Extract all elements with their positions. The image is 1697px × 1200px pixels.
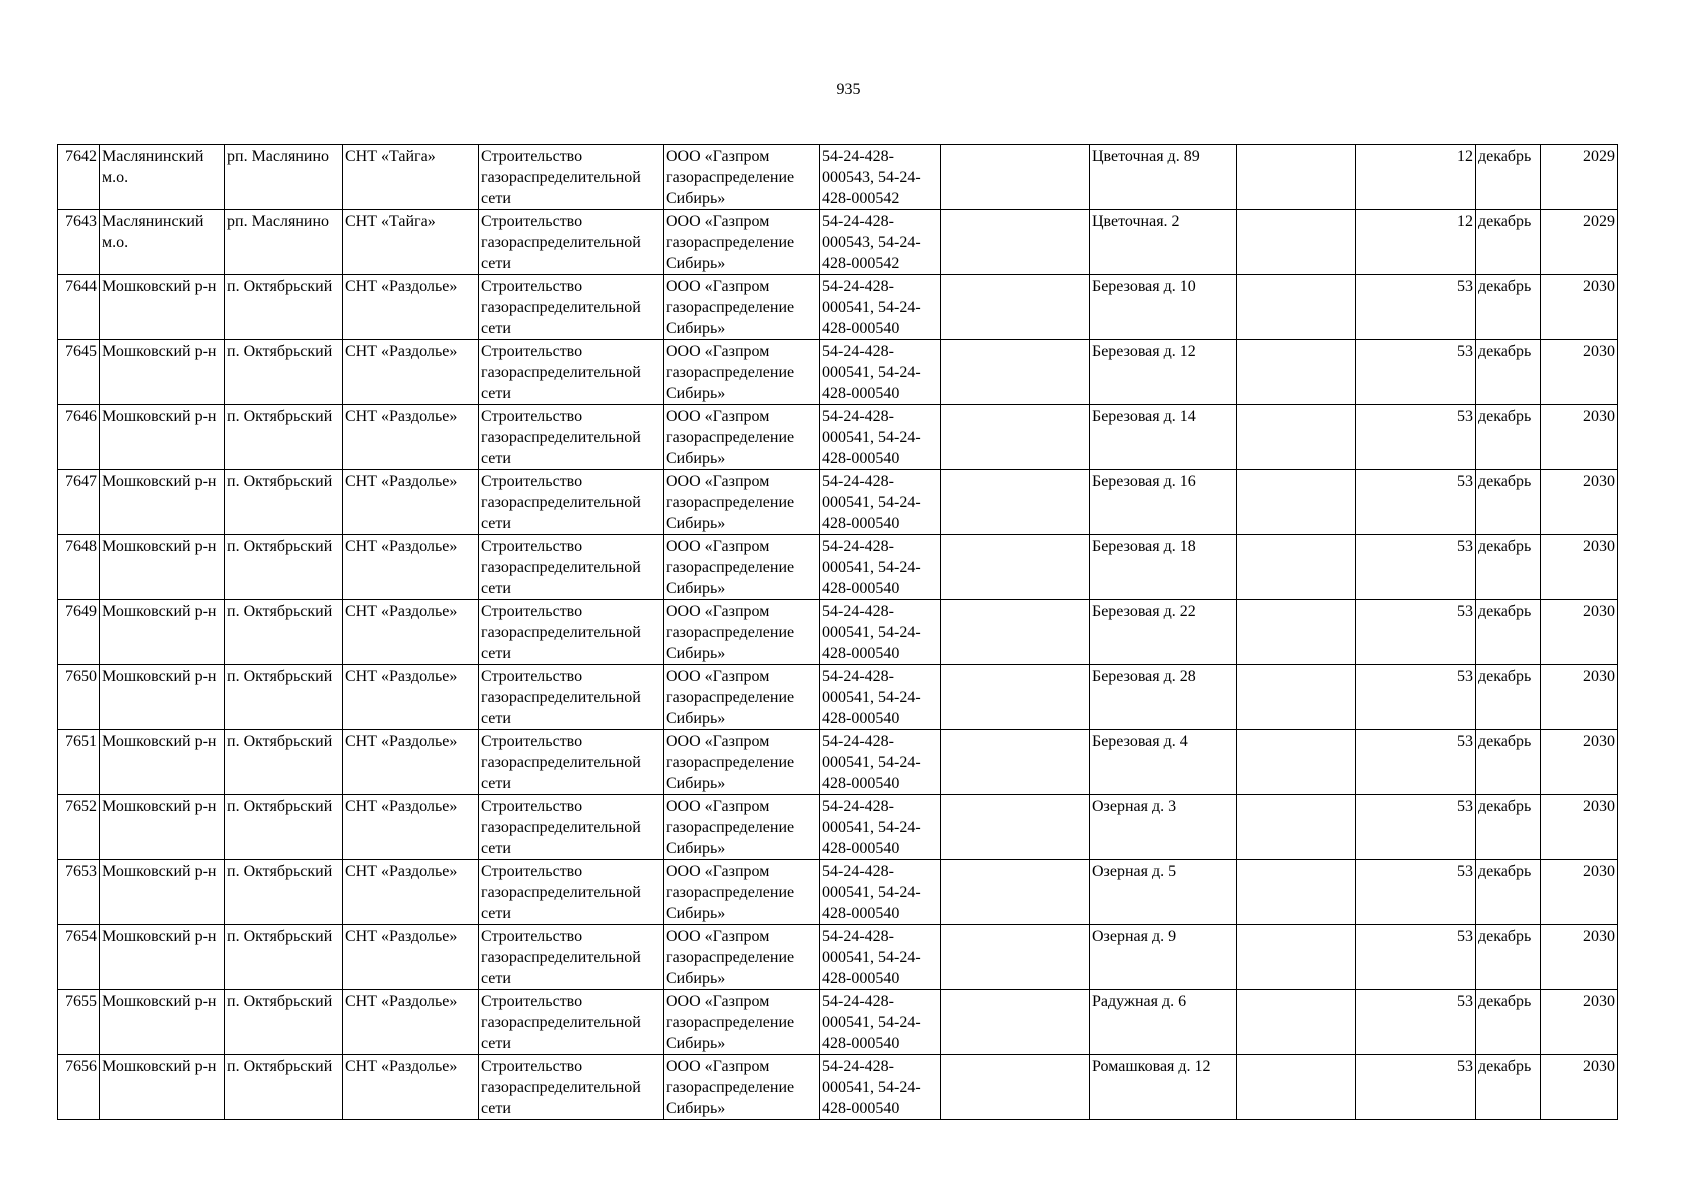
settlement-cell: п. Октябрьский bbox=[225, 730, 343, 795]
row-number: 7646 bbox=[58, 405, 100, 470]
organization-cell: ООО «Газпром газораспределение Сибирь» bbox=[664, 600, 820, 665]
work-cell: Строительство газораспределительной сети bbox=[479, 1055, 664, 1120]
empty-cell bbox=[1237, 145, 1356, 210]
cadastral-cell: 54-24-428-000543, 54-24-428-000542 bbox=[820, 210, 941, 275]
district-cell: Мошковский р-н bbox=[100, 925, 225, 990]
row-number: 7649 bbox=[58, 600, 100, 665]
table-row bbox=[58, 665, 1618, 730]
settlement-cell: п. Октябрьский bbox=[225, 990, 343, 1055]
settlement-cell: п. Октябрьский bbox=[225, 600, 343, 665]
table-row bbox=[58, 340, 1618, 405]
empty-cell bbox=[1237, 925, 1356, 990]
object-cell: СНТ «Тайга» bbox=[343, 210, 479, 275]
row-number: 7650 bbox=[58, 665, 100, 730]
quantity-cell: 53 bbox=[1356, 795, 1476, 860]
cadastral-cell: 54-24-428-000541, 54-24-428-000540 bbox=[820, 730, 941, 795]
row-number: 7645 bbox=[58, 340, 100, 405]
month-cell: декабрь bbox=[1476, 925, 1541, 990]
table-row bbox=[58, 275, 1618, 340]
empty-cell bbox=[941, 340, 1090, 405]
address-cell: Озерная д. 5 bbox=[1090, 860, 1237, 925]
address-cell: Березовая д. 16 bbox=[1090, 470, 1237, 535]
settlement-cell: п. Октябрьский bbox=[225, 535, 343, 600]
cadastral-cell: 54-24-428-000541, 54-24-428-000540 bbox=[820, 665, 941, 730]
empty-cell bbox=[1237, 210, 1356, 275]
organization-cell: ООО «Газпром газораспределение Сибирь» bbox=[664, 340, 820, 405]
district-cell: Мошковский р-н bbox=[100, 535, 225, 600]
empty-cell bbox=[1237, 470, 1356, 535]
quantity-cell: 53 bbox=[1356, 405, 1476, 470]
quantity-cell: 53 bbox=[1356, 340, 1476, 405]
cadastral-cell: 54-24-428-000541, 54-24-428-000540 bbox=[820, 860, 941, 925]
empty-cell bbox=[1237, 730, 1356, 795]
address-cell: Цветочная д. 89 bbox=[1090, 145, 1237, 210]
organization-cell: ООО «Газпром газораспределение Сибирь» bbox=[664, 405, 820, 470]
address-cell: Радужная д. 6 bbox=[1090, 990, 1237, 1055]
quantity-cell: 53 bbox=[1356, 665, 1476, 730]
empty-cell bbox=[1237, 535, 1356, 600]
district-cell: Маслянинский м.о. bbox=[100, 210, 225, 275]
organization-cell: ООО «Газпром газораспределение Сибирь» bbox=[664, 145, 820, 210]
empty-cell bbox=[941, 1055, 1090, 1120]
cadastral-cell: 54-24-428-000541, 54-24-428-000540 bbox=[820, 340, 941, 405]
table-row bbox=[58, 600, 1618, 665]
district-cell: Мошковский р-н bbox=[100, 665, 225, 730]
object-cell: СНТ «Раздолье» bbox=[343, 795, 479, 860]
work-cell: Строительство газораспределительной сети bbox=[479, 600, 664, 665]
year-cell: 2030 bbox=[1541, 665, 1618, 730]
empty-cell bbox=[1237, 275, 1356, 340]
address-cell: Березовая д. 28 bbox=[1090, 665, 1237, 730]
year-cell: 2030 bbox=[1541, 600, 1618, 665]
district-cell: Мошковский р-н bbox=[100, 730, 225, 795]
work-cell: Строительство газораспределительной сети bbox=[479, 860, 664, 925]
address-cell: Цветочная. 2 bbox=[1090, 210, 1237, 275]
row-number: 7647 bbox=[58, 470, 100, 535]
row-number: 7652 bbox=[58, 795, 100, 860]
row-number: 7643 bbox=[58, 210, 100, 275]
month-cell: декабрь bbox=[1476, 145, 1541, 210]
row-number: 7651 bbox=[58, 730, 100, 795]
object-cell: СНТ «Раздолье» bbox=[343, 470, 479, 535]
empty-cell bbox=[941, 535, 1090, 600]
quantity-cell: 53 bbox=[1356, 600, 1476, 665]
district-cell: Мошковский р-н bbox=[100, 600, 225, 665]
organization-cell: ООО «Газпром газораспределение Сибирь» bbox=[664, 665, 820, 730]
cadastral-cell: 54-24-428-000541, 54-24-428-000540 bbox=[820, 1055, 941, 1120]
settlement-cell: п. Октябрьский bbox=[225, 405, 343, 470]
year-cell: 2030 bbox=[1541, 470, 1618, 535]
month-cell: декабрь bbox=[1476, 535, 1541, 600]
district-cell: Мошковский р-н bbox=[100, 340, 225, 405]
table-row bbox=[58, 210, 1618, 275]
cadastral-cell: 54-24-428-000541, 54-24-428-000540 bbox=[820, 990, 941, 1055]
work-cell: Строительство газораспределительной сети bbox=[479, 925, 664, 990]
settlement-cell: рп. Маслянино bbox=[225, 210, 343, 275]
year-cell: 2030 bbox=[1541, 795, 1618, 860]
table-row bbox=[58, 860, 1618, 925]
settlement-cell: п. Октябрьский bbox=[225, 275, 343, 340]
district-cell: Мошковский р-н bbox=[100, 990, 225, 1055]
empty-cell bbox=[941, 145, 1090, 210]
table-row bbox=[58, 535, 1618, 600]
organization-cell: ООО «Газпром газораспределение Сибирь» bbox=[664, 925, 820, 990]
work-cell: Строительство газораспределительной сети bbox=[479, 275, 664, 340]
cadastral-cell: 54-24-428-000541, 54-24-428-000540 bbox=[820, 275, 941, 340]
work-cell: Строительство газораспределительной сети bbox=[479, 405, 664, 470]
month-cell: декабрь bbox=[1476, 275, 1541, 340]
month-cell: декабрь bbox=[1476, 730, 1541, 795]
object-cell: СНТ «Раздолье» bbox=[343, 600, 479, 665]
work-cell: Строительство газораспределительной сети bbox=[479, 535, 664, 600]
settlement-cell: п. Октябрьский bbox=[225, 340, 343, 405]
organization-cell: ООО «Газпром газораспределение Сибирь» bbox=[664, 275, 820, 340]
month-cell: декабрь bbox=[1476, 470, 1541, 535]
year-cell: 2030 bbox=[1541, 860, 1618, 925]
address-cell: Березовая д. 14 bbox=[1090, 405, 1237, 470]
register-table bbox=[57, 144, 1618, 1120]
address-cell: Березовая д. 10 bbox=[1090, 275, 1237, 340]
quantity-cell: 53 bbox=[1356, 535, 1476, 600]
object-cell: СНТ «Раздолье» bbox=[343, 405, 479, 470]
empty-cell bbox=[941, 730, 1090, 795]
empty-cell bbox=[941, 925, 1090, 990]
district-cell: Маслянинский м.о. bbox=[100, 145, 225, 210]
register-rows bbox=[58, 145, 1618, 1120]
row-number: 7642 bbox=[58, 145, 100, 210]
settlement-cell: п. Октябрьский bbox=[225, 925, 343, 990]
quantity-cell: 12 bbox=[1356, 145, 1476, 210]
year-cell: 2030 bbox=[1541, 1055, 1618, 1120]
empty-cell bbox=[1237, 990, 1356, 1055]
quantity-cell: 53 bbox=[1356, 1055, 1476, 1120]
empty-cell bbox=[941, 405, 1090, 470]
cadastral-cell: 54-24-428-000541, 54-24-428-000540 bbox=[820, 535, 941, 600]
year-cell: 2030 bbox=[1541, 340, 1618, 405]
object-cell: СНТ «Раздолье» bbox=[343, 730, 479, 795]
object-cell: СНТ «Раздолье» bbox=[343, 860, 479, 925]
organization-cell: ООО «Газпром газораспределение Сибирь» bbox=[664, 990, 820, 1055]
settlement-cell: п. Октябрьский bbox=[225, 795, 343, 860]
cadastral-cell: 54-24-428-000541, 54-24-428-000540 bbox=[820, 795, 941, 860]
month-cell: декабрь bbox=[1476, 340, 1541, 405]
year-cell: 2030 bbox=[1541, 925, 1618, 990]
empty-cell bbox=[941, 275, 1090, 340]
district-cell: Мошковский р-н bbox=[100, 1055, 225, 1120]
page-number: 935 bbox=[836, 81, 861, 98]
organization-cell: ООО «Газпром газораспределение Сибирь» bbox=[664, 1055, 820, 1120]
district-cell: Мошковский р-н bbox=[100, 470, 225, 535]
empty-cell bbox=[1237, 795, 1356, 860]
quantity-cell: 53 bbox=[1356, 925, 1476, 990]
address-cell: Березовая д. 22 bbox=[1090, 600, 1237, 665]
organization-cell: ООО «Газпром газораспределение Сибирь» bbox=[664, 730, 820, 795]
empty-cell bbox=[941, 795, 1090, 860]
row-number: 7654 bbox=[58, 925, 100, 990]
table-row bbox=[58, 795, 1618, 860]
empty-cell bbox=[1237, 860, 1356, 925]
row-number: 7648 bbox=[58, 535, 100, 600]
empty-cell bbox=[1237, 1055, 1356, 1120]
cadastral-cell: 54-24-428-000543, 54-24-428-000542 bbox=[820, 145, 941, 210]
year-cell: 2029 bbox=[1541, 210, 1618, 275]
year-cell: 2030 bbox=[1541, 275, 1618, 340]
work-cell: Строительство газораспределительной сети bbox=[479, 730, 664, 795]
year-cell: 2030 bbox=[1541, 535, 1618, 600]
row-number: 7655 bbox=[58, 990, 100, 1055]
settlement-cell: п. Октябрьский bbox=[225, 665, 343, 730]
settlement-cell: п. Октябрьский bbox=[225, 860, 343, 925]
month-cell: декабрь bbox=[1476, 405, 1541, 470]
empty-cell bbox=[941, 665, 1090, 730]
row-number: 7656 bbox=[58, 1055, 100, 1120]
table-row bbox=[58, 1055, 1618, 1120]
object-cell: СНТ «Раздолье» bbox=[343, 925, 479, 990]
cadastral-cell: 54-24-428-000541, 54-24-428-000540 bbox=[820, 470, 941, 535]
table-row bbox=[58, 405, 1618, 470]
address-cell: Ромашковая д. 12 bbox=[1090, 1055, 1237, 1120]
table-row bbox=[58, 470, 1618, 535]
quantity-cell: 53 bbox=[1356, 990, 1476, 1055]
table-row bbox=[58, 730, 1618, 795]
district-cell: Мошковский р-н bbox=[100, 795, 225, 860]
organization-cell: ООО «Газпром газораспределение Сибирь» bbox=[664, 860, 820, 925]
month-cell: декабрь bbox=[1476, 665, 1541, 730]
object-cell: СНТ «Раздолье» bbox=[343, 275, 479, 340]
empty-cell bbox=[1237, 600, 1356, 665]
table-row bbox=[58, 145, 1618, 210]
year-cell: 2029 bbox=[1541, 145, 1618, 210]
empty-cell bbox=[941, 990, 1090, 1055]
row-number: 7644 bbox=[58, 275, 100, 340]
work-cell: Строительство газораспределительной сети bbox=[479, 470, 664, 535]
year-cell: 2030 bbox=[1541, 990, 1618, 1055]
object-cell: СНТ «Раздолье» bbox=[343, 340, 479, 405]
table-row bbox=[58, 925, 1618, 990]
month-cell: декабрь bbox=[1476, 990, 1541, 1055]
organization-cell: ООО «Газпром газораспределение Сибирь» bbox=[664, 210, 820, 275]
cadastral-cell: 54-24-428-000541, 54-24-428-000540 bbox=[820, 925, 941, 990]
month-cell: декабрь bbox=[1476, 795, 1541, 860]
table-row bbox=[58, 990, 1618, 1055]
month-cell: декабрь bbox=[1476, 860, 1541, 925]
work-cell: Строительство газораспределительной сети bbox=[479, 665, 664, 730]
year-cell: 2030 bbox=[1541, 405, 1618, 470]
address-cell: Березовая д. 12 bbox=[1090, 340, 1237, 405]
work-cell: Строительство газораспределительной сети bbox=[479, 210, 664, 275]
address-cell: Березовая д. 18 bbox=[1090, 535, 1237, 600]
quantity-cell: 53 bbox=[1356, 860, 1476, 925]
object-cell: СНТ «Тайга» bbox=[343, 145, 479, 210]
month-cell: декабрь bbox=[1476, 1055, 1541, 1120]
empty-cell bbox=[1237, 405, 1356, 470]
district-cell: Мошковский р-н bbox=[100, 275, 225, 340]
object-cell: СНТ «Раздолье» bbox=[343, 1055, 479, 1120]
empty-cell bbox=[941, 860, 1090, 925]
organization-cell: ООО «Газпром газораспределение Сибирь» bbox=[664, 535, 820, 600]
settlement-cell: п. Октябрьский bbox=[225, 470, 343, 535]
empty-cell bbox=[941, 470, 1090, 535]
quantity-cell: 12 bbox=[1356, 210, 1476, 275]
work-cell: Строительство газораспределительной сети bbox=[479, 795, 664, 860]
district-cell: Мошковский р-н bbox=[100, 405, 225, 470]
address-cell: Озерная д. 3 bbox=[1090, 795, 1237, 860]
quantity-cell: 53 bbox=[1356, 730, 1476, 795]
settlement-cell: п. Октябрьский bbox=[225, 1055, 343, 1120]
empty-cell bbox=[941, 210, 1090, 275]
month-cell: декабрь bbox=[1476, 210, 1541, 275]
settlement-cell: рп. Маслянино bbox=[225, 145, 343, 210]
work-cell: Строительство газораспределительной сети bbox=[479, 990, 664, 1055]
work-cell: Строительство газораспределительной сети bbox=[479, 145, 664, 210]
district-cell: Мошковский р-н bbox=[100, 860, 225, 925]
cadastral-cell: 54-24-428-000541, 54-24-428-000540 bbox=[820, 600, 941, 665]
month-cell: декабрь bbox=[1476, 600, 1541, 665]
empty-cell bbox=[941, 600, 1090, 665]
row-number: 7653 bbox=[58, 860, 100, 925]
organization-cell: ООО «Газпром газораспределение Сибирь» bbox=[664, 795, 820, 860]
object-cell: СНТ «Раздолье» bbox=[343, 990, 479, 1055]
year-cell: 2030 bbox=[1541, 730, 1618, 795]
organization-cell: ООО «Газпром газораспределение Сибирь» bbox=[664, 470, 820, 535]
address-cell: Березовая д. 4 bbox=[1090, 730, 1237, 795]
address-cell: Озерная д. 9 bbox=[1090, 925, 1237, 990]
work-cell: Строительство газораспределительной сети bbox=[479, 340, 664, 405]
object-cell: СНТ «Раздолье» bbox=[343, 535, 479, 600]
quantity-cell: 53 bbox=[1356, 470, 1476, 535]
object-cell: СНТ «Раздолье» bbox=[343, 665, 479, 730]
quantity-cell: 53 bbox=[1356, 275, 1476, 340]
empty-cell bbox=[1237, 340, 1356, 405]
cadastral-cell: 54-24-428-000541, 54-24-428-000540 bbox=[820, 405, 941, 470]
empty-cell bbox=[1237, 665, 1356, 730]
